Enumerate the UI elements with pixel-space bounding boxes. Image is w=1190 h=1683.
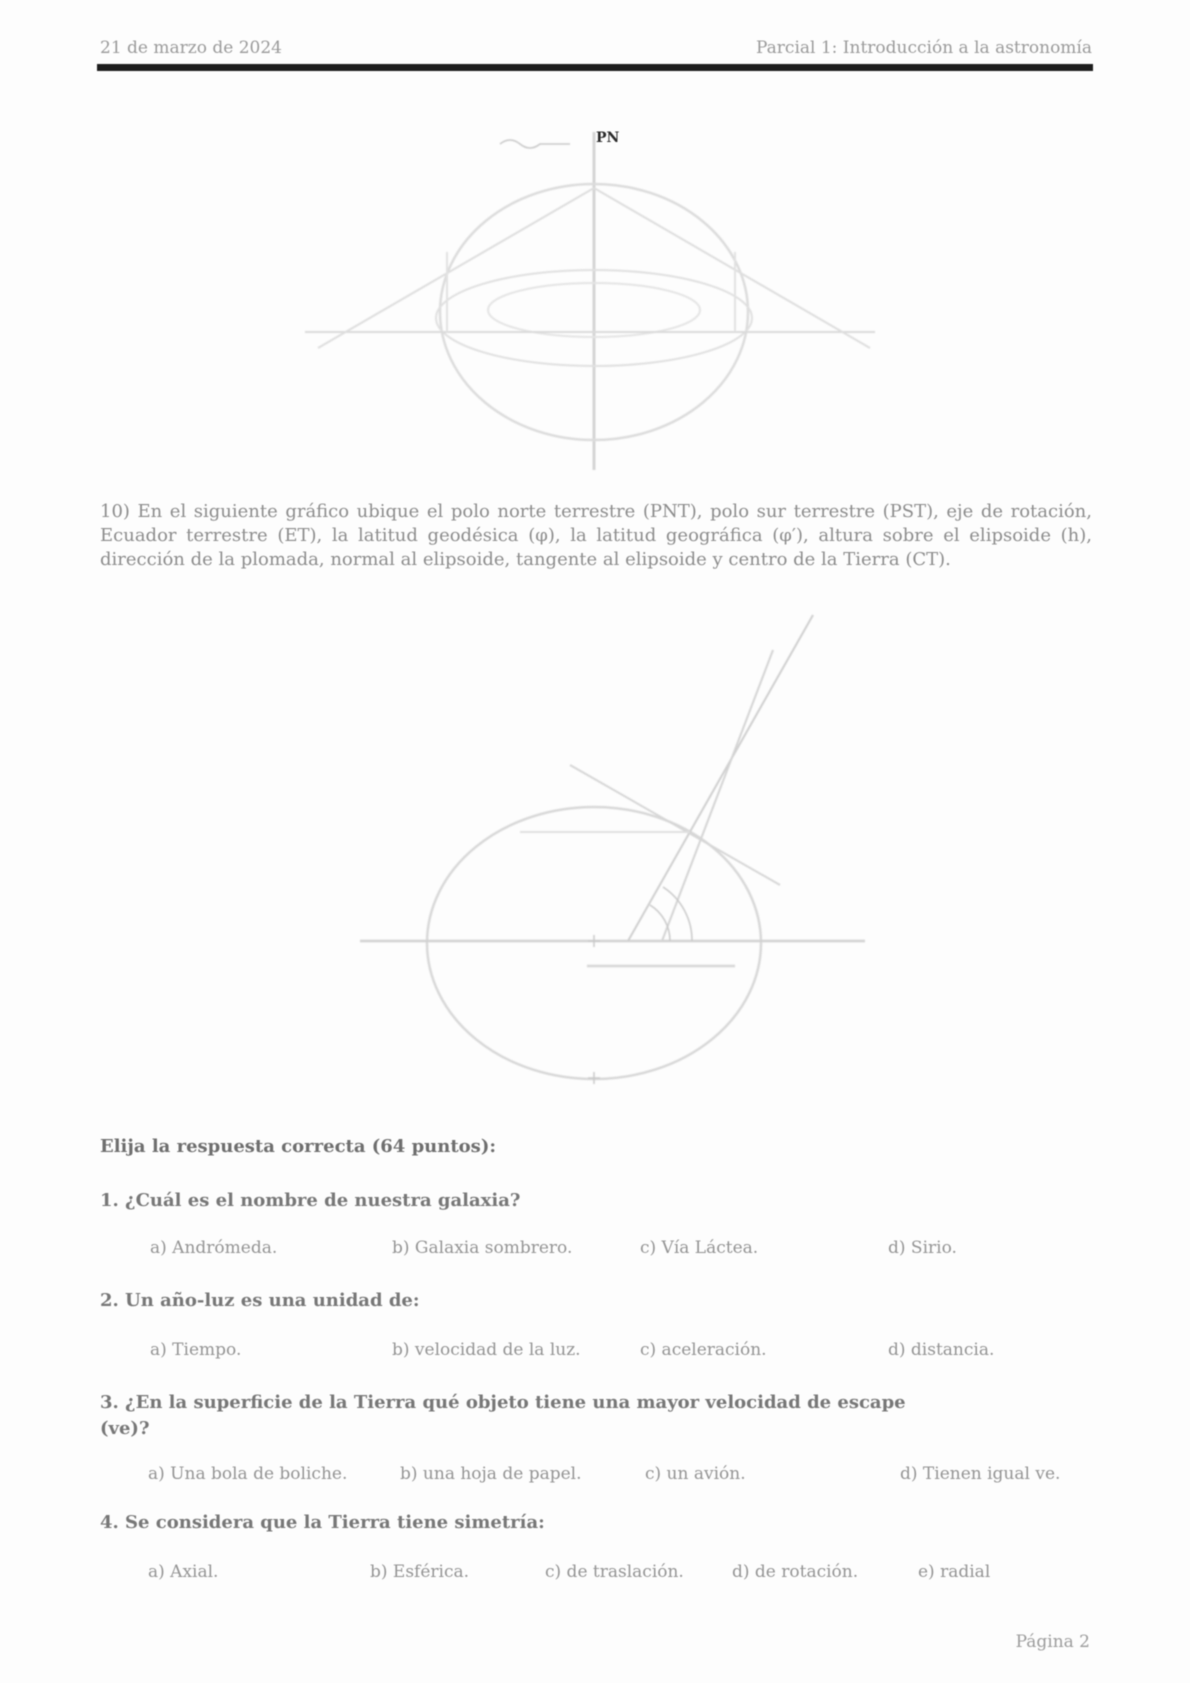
option: d) Sirio. bbox=[888, 1238, 957, 1258]
normal-to-ellipsoid-line bbox=[628, 615, 813, 941]
option: c) aceleración. bbox=[640, 1340, 767, 1360]
option: a) Tiempo. bbox=[150, 1340, 242, 1360]
option: b) Galaxia sombrero. bbox=[392, 1238, 573, 1258]
option: c) Vía Láctea. bbox=[640, 1238, 759, 1258]
option: e) radial bbox=[918, 1562, 991, 1582]
cone-right-side bbox=[594, 188, 870, 348]
sphere-cone-drawing bbox=[300, 112, 880, 484]
geodesic-latitude-arc bbox=[663, 887, 692, 941]
option: c) de traslación. bbox=[545, 1562, 684, 1582]
page-number: Página 2 bbox=[1015, 1632, 1090, 1652]
option: c) un avión. bbox=[645, 1464, 746, 1484]
option: b) Esférica. bbox=[370, 1562, 470, 1582]
option: a) Andrómeda. bbox=[150, 1238, 278, 1258]
figure-sphere-cone bbox=[300, 112, 880, 484]
option: d) Tienen igual ve. bbox=[900, 1464, 1061, 1484]
option: d) distancia. bbox=[888, 1340, 995, 1360]
pole-label: PN bbox=[596, 130, 620, 146]
question-1: 1. ¿Cuál es el nombre de nuestra galaxia? bbox=[100, 1190, 521, 1211]
plumb-line bbox=[662, 650, 773, 941]
header-date: 21 de marzo de 2024 bbox=[100, 38, 282, 58]
option: a) Una bola de boliche. bbox=[148, 1464, 348, 1484]
question-3-line1: 3. ¿En la superficie de la Tierra qué objeto tiene una mayor velocidad de escape bbox=[100, 1392, 906, 1413]
question-2: 2. Un año-luz es una unidad de: bbox=[100, 1290, 420, 1311]
rotation-squiggle-arrow bbox=[500, 140, 570, 148]
ellipsoid-drawing bbox=[330, 590, 890, 1100]
option: b) velocidad de la luz. bbox=[392, 1340, 581, 1360]
geocentric-latitude-arc bbox=[650, 905, 670, 941]
problem-statement: 10) En el siguiente gráfico ubique el polo norte terrestre (PNT), polo sur terrestre (PST), eje de rotación, Ecuador terrestre (ET), la latitud geodésica (φ), la latitud geográfica (φ′), altura sobre el elipsoide (h), dirección de la plomada, normal al elipsoide, tangente al elipsoide y centro de la Tierra (CT). bbox=[100, 501, 1092, 570]
tangent-line bbox=[570, 765, 780, 885]
header-title: Parcial 1: Introducción a la astronomía bbox=[755, 38, 1092, 58]
header-rule bbox=[97, 64, 1093, 71]
question-4: 4. Se considera que la Tierra tiene simetría: bbox=[100, 1512, 545, 1533]
option: d) de rotación. bbox=[732, 1562, 859, 1582]
quiz-heading: Elija la respuesta correcta (64 puntos): bbox=[100, 1136, 496, 1157]
cone-left-side bbox=[318, 188, 594, 348]
question-3-line2: (ve)? bbox=[100, 1418, 150, 1439]
option: b) una hoja de papel. bbox=[400, 1464, 582, 1484]
option: a) Axial. bbox=[148, 1562, 219, 1582]
figure-ellipsoid-latitudes bbox=[330, 590, 890, 1100]
